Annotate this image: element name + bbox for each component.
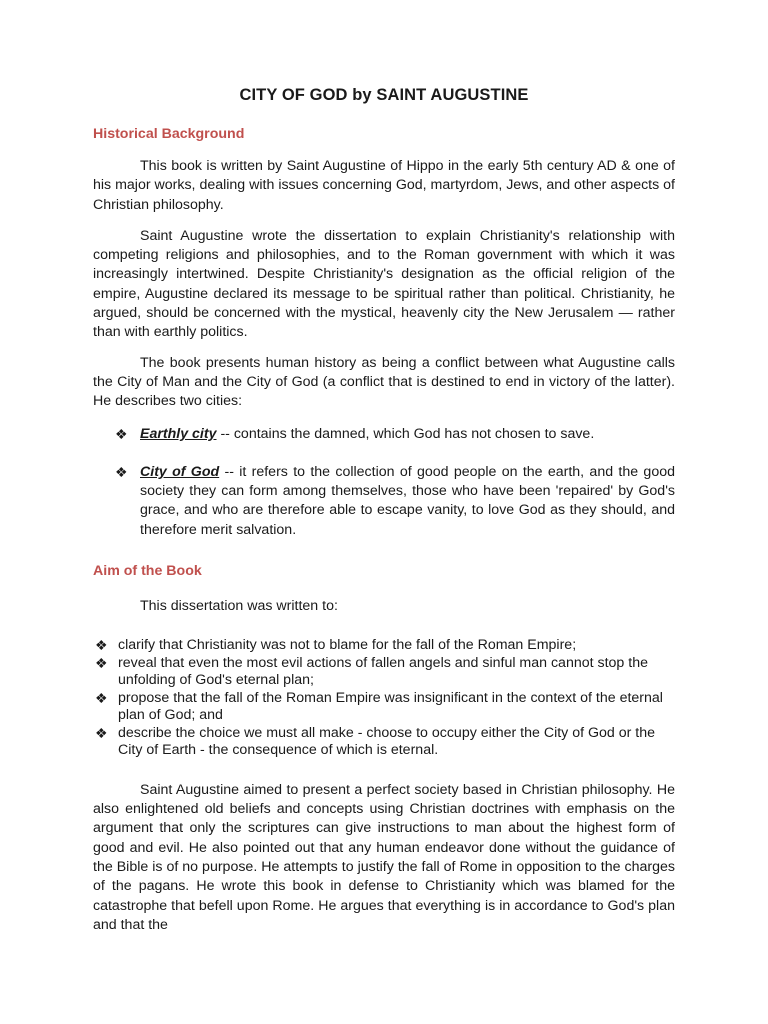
paragraph: Saint Augustine aimed to present a perfect society based in Christian philosophy. He also enlightened old beliefs and concepts using Christian doctrines with emphasis on the argument that only the scriptures can give instructions to man about the highest form of good and evil. He also pointed out that any human endeavor done without the guidance of the Bible is of no purpose. He attempts to justify the fall of Rome in opposition to the charges of the pagans. He wrote this book in defense to Christianity which was blamed for the catastrophe that befell upon Rome. He argues that everything is in accordance to God's plan and that the [93, 781, 675, 933]
cities-list [93, 425, 675, 540]
page-title: CITY OF GOD by SAINT AUGUSTINE [239, 86, 529, 104]
paragraph: Saint Augustine wrote the dissertation to explain Christianity's relationship with competing religions and philosophies, and to the Roman government with which it was increasingly intertwined. Despite Christianity's designation as the official religion of the empire, Augustine declared its message to be spiritual rather than political. Christianity, he argued, should be concerned with the mystical, heavenly city the New Jerusalem — rather than with earthly politics. [93, 227, 675, 341]
list-item [93, 690, 675, 725]
term-city-of-god: City of God [140, 463, 220, 480]
list-item [93, 725, 675, 760]
paragraph: The book presents human history as being a conflict between what Augustine calls the City of Man and the City of God (a conflict that is destined to end in victory of the latter). He describes two cities: [93, 354, 675, 410]
list-item [93, 425, 675, 444]
diamond-bullet-icon: ❖ [95, 637, 108, 654]
definition-text: -- it refers to the collection of good people on the earth, and the good society they can form among themselves, those who have been 'repaired' by God's grace, and who are therefore able to escape vanity, to love God as they should, and therefore merit salvation. [140, 463, 675, 538]
heading-aim-of-the-book: Aim of the Book [93, 563, 202, 580]
aims-list [93, 637, 675, 760]
list-item [93, 463, 675, 540]
diamond-bullet-icon: ❖ [95, 654, 108, 671]
list-item-text: reveal that even the most evil actions of fallen angels and sinful man cannot stop the unfolding of God's eternal plan; [118, 654, 648, 689]
diamond-bullet-icon: ❖ [115, 463, 128, 480]
diamond-bullet-icon: ❖ [95, 724, 108, 741]
list-item [93, 637, 675, 655]
diamond-bullet-icon: ❖ [115, 425, 128, 442]
paragraph: This book is written by Saint Augustine of Hippo in the early 5th century AD & one of his major works, dealing with issues concerning God, martyrdom, Jews, and other aspects of Christian philosophy. [93, 158, 675, 213]
list-item [93, 655, 675, 690]
diamond-bullet-icon: ❖ [95, 689, 108, 706]
paragraph: This dissertation was written to: [140, 598, 338, 615]
document-page [93, 86, 675, 946]
definition-text: -- contains the damned, which God has not chosen to save. [216, 425, 595, 442]
heading-historical-background: Historical Background [93, 126, 245, 142]
term-earthly-city: Earthly city [140, 425, 217, 442]
list-item-text: describe the choice we must all make - choose to occupy either the City of God or the City of Earth - the consequence of which is eternal. [118, 724, 656, 759]
list-item-text: propose that the fall of the Roman Empire was insignificant in the context of the eternal plan of God; and [118, 689, 663, 724]
list-item-text: clarify that Christianity was not to blame for the fall of the Roman Empire; [118, 637, 577, 654]
